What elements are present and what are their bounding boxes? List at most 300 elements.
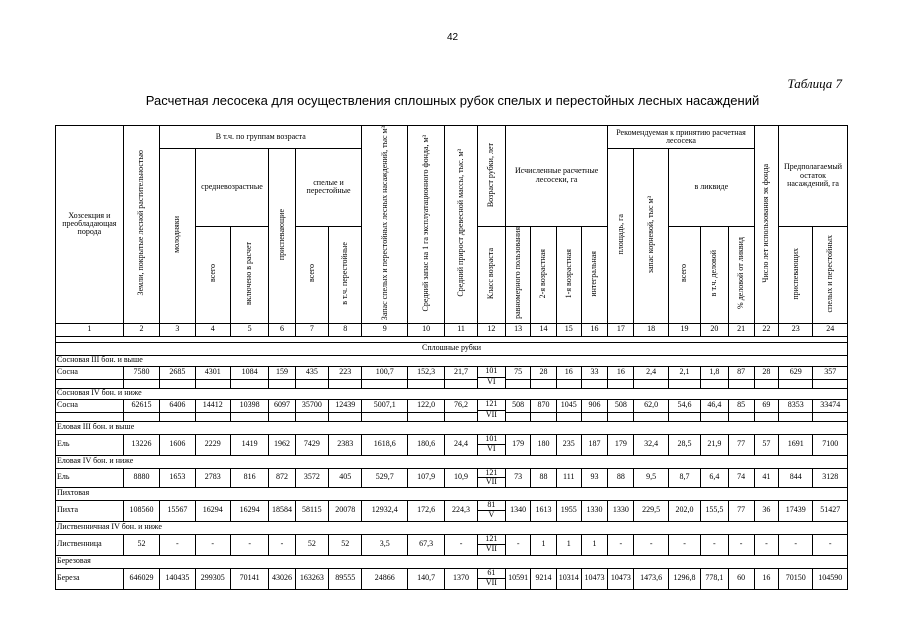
age-class-value: VII — [485, 578, 497, 588]
value-cell: 2685 — [160, 366, 195, 379]
value-cell: 906 — [581, 399, 607, 412]
value-cell: 180,6 — [407, 434, 444, 455]
empty-cell — [531, 412, 556, 421]
value-cell: 1370 — [445, 568, 477, 589]
age-class-cell — [477, 366, 505, 388]
value-cell: 1330 — [608, 500, 634, 521]
value-cell: 778,1 — [701, 568, 728, 589]
value-cell: 2783 — [195, 468, 230, 487]
value-cell: 62,0 — [634, 399, 668, 412]
group-header: Березовая — [56, 555, 848, 568]
value-cell: 172,6 — [407, 500, 444, 521]
column-number-row — [56, 323, 848, 336]
value-cell: 46,4 — [701, 399, 728, 412]
age-class-cell — [477, 399, 505, 421]
empty-cell — [362, 412, 408, 421]
value-cell: 100,7 — [362, 366, 408, 379]
column-number: 9 — [362, 323, 408, 336]
value-cell: 299305 — [195, 568, 230, 589]
value-cell: - — [160, 534, 195, 555]
header-age-class: Класс возраста — [477, 226, 505, 323]
value-cell: 223 — [329, 366, 362, 379]
value-cell: 43026 — [269, 568, 295, 589]
species-cell: Сосна — [56, 366, 124, 379]
empty-cell — [230, 379, 268, 388]
value-cell: 10473 — [608, 568, 634, 589]
header-integral: интегральная — [581, 226, 607, 323]
table-row — [56, 568, 848, 589]
value-cell: 872 — [269, 468, 295, 487]
empty-cell — [556, 412, 581, 421]
value-cell: 51427 — [813, 500, 848, 521]
header-rem-mature: спелых и перестойных — [813, 226, 848, 323]
value-cell: 10314 — [556, 568, 581, 589]
value-cell: 57 — [754, 434, 778, 455]
value-cell: 10591 — [506, 568, 531, 589]
group-header: Сосновая IV бон. и ниже — [56, 388, 848, 399]
empty-cell — [728, 379, 754, 388]
value-cell: 180 — [531, 434, 556, 455]
value-cell: 21,7 — [445, 366, 477, 379]
value-cell: 16294 — [230, 500, 268, 521]
empty-cell — [160, 379, 195, 388]
group-header: Пихтовая — [56, 487, 848, 500]
cut-age-value: 101 — [478, 367, 505, 378]
value-cell: 1691 — [779, 434, 813, 455]
value-cell: 15567 — [160, 500, 195, 521]
value-cell: 16 — [754, 568, 778, 589]
value-cell: 4301 — [195, 366, 230, 379]
header-area: площадь, га — [608, 149, 634, 324]
value-cell: 7580 — [123, 366, 159, 379]
empty-cell — [329, 379, 362, 388]
column-number: 24 — [813, 323, 848, 336]
column-number: 17 — [608, 323, 634, 336]
empty-cell — [581, 379, 607, 388]
column-number: 7 — [295, 323, 328, 336]
value-cell: - — [634, 534, 668, 555]
column-number: 20 — [701, 323, 728, 336]
value-cell: 33474 — [813, 399, 848, 412]
table-row — [56, 534, 848, 555]
value-cell: 36 — [754, 500, 778, 521]
value-cell: 75 — [506, 366, 531, 379]
header-uniform: равномерного пользования — [506, 226, 531, 323]
value-cell: 357 — [813, 366, 848, 379]
empty-cell — [813, 379, 848, 388]
value-cell: 7429 — [295, 434, 328, 455]
table-row — [56, 366, 848, 379]
column-number: 14 — [531, 323, 556, 336]
empty-cell — [123, 412, 159, 421]
header-age2: 2-я возрастная — [531, 226, 556, 323]
empty-cell — [779, 412, 813, 421]
value-cell: 60 — [728, 568, 754, 589]
value-cell: 224,3 — [445, 500, 477, 521]
value-cell: 870 — [531, 399, 556, 412]
header-middle: средневозрастные — [195, 149, 269, 227]
empty-cell — [608, 379, 634, 388]
value-cell: 229,5 — [634, 500, 668, 521]
table-row — [56, 434, 848, 455]
column-number: 22 — [754, 323, 778, 336]
page-number: 42 — [446, 32, 459, 43]
table-row — [56, 399, 848, 412]
column-number: 1 — [56, 323, 124, 336]
column-number: 10 — [407, 323, 444, 336]
header-by-age-groups: В т.ч. по группам возраста — [160, 126, 362, 149]
value-cell: 17439 — [779, 500, 813, 521]
value-cell: - — [195, 534, 230, 555]
value-cell: 74 — [728, 468, 754, 487]
value-cell: 77 — [728, 434, 754, 455]
group-header: Лиственничная IV бон. и ниже — [56, 521, 848, 534]
header-stock: Запас спелых и перестойных лесных насаждений, тыс м³ — [362, 126, 408, 324]
value-cell: 104590 — [813, 568, 848, 589]
empty-cell — [230, 412, 268, 421]
value-cell: 1606 — [160, 434, 195, 455]
value-cell: 1 — [581, 534, 607, 555]
value-cell: 9,5 — [634, 468, 668, 487]
value-cell: 8880 — [123, 468, 159, 487]
value-cell: 1296,8 — [668, 568, 700, 589]
value-cell: 28 — [531, 366, 556, 379]
value-cell: 108560 — [123, 500, 159, 521]
value-cell: 140435 — [160, 568, 195, 589]
header-lands: Земли, покрытые лесной растительностью — [123, 126, 159, 324]
value-cell: 187 — [581, 434, 607, 455]
table-row — [56, 500, 848, 521]
column-number: 6 — [269, 323, 295, 336]
value-cell: - — [445, 534, 477, 555]
value-cell: 85 — [728, 399, 754, 412]
value-cell: 3,5 — [362, 534, 408, 555]
value-cell: 10398 — [230, 399, 268, 412]
age-class-value: VII — [485, 477, 497, 487]
age-class-value: V — [488, 510, 495, 520]
value-cell: 69 — [754, 399, 778, 412]
column-number: 12 — [477, 323, 505, 336]
value-cell: 89555 — [329, 568, 362, 589]
column-number: 8 — [329, 323, 362, 336]
column-number: 19 — [668, 323, 700, 336]
value-cell: - — [754, 534, 778, 555]
value-cell: 111 — [556, 468, 581, 487]
group-header: Еловая III бон. и выше — [56, 421, 848, 434]
age-class-value: VII — [485, 544, 497, 554]
value-cell: - — [728, 534, 754, 555]
column-number: 5 — [230, 323, 268, 336]
header-liquid: в ликвиде — [668, 149, 754, 227]
empty-cell — [445, 412, 477, 421]
value-cell: - — [701, 534, 728, 555]
value-cell: 88 — [608, 468, 634, 487]
value-cell: 16 — [556, 366, 581, 379]
value-cell: - — [813, 534, 848, 555]
empty-cell — [813, 412, 848, 421]
value-cell: 10473 — [581, 568, 607, 589]
value-cell: 52 — [295, 534, 328, 555]
cut-age-value: 121 — [478, 469, 505, 479]
value-cell: 18584 — [269, 500, 295, 521]
value-cell: 3572 — [295, 468, 328, 487]
value-cell: 54,6 — [668, 399, 700, 412]
value-cell: 77 — [728, 500, 754, 521]
value-cell: 6406 — [160, 399, 195, 412]
empty-cell — [329, 412, 362, 421]
value-cell: 35700 — [295, 399, 328, 412]
value-cell: 21,9 — [701, 434, 728, 455]
value-cell: 1045 — [556, 399, 581, 412]
empty-cell — [701, 412, 728, 421]
section-band: Сплошные рубки — [56, 342, 848, 355]
value-cell: 155,5 — [701, 500, 728, 521]
header-remainder: Предполагаемый остаток насаждений, га — [779, 126, 848, 227]
empty-cell — [362, 379, 408, 388]
value-cell: 2,1 — [668, 366, 700, 379]
cut-age-value: 101 — [478, 435, 505, 446]
value-cell: 28,5 — [668, 434, 700, 455]
header-years: Число лет использования эк фонда — [754, 126, 778, 324]
value-cell: 152,3 — [407, 366, 444, 379]
value-cell: 1613 — [531, 500, 556, 521]
value-cell: 76,2 — [445, 399, 477, 412]
empty-cell — [556, 379, 581, 388]
value-cell: 12439 — [329, 399, 362, 412]
empty-cell — [56, 412, 124, 421]
value-cell: 844 — [779, 468, 813, 487]
age-class-cell — [477, 568, 505, 589]
empty-cell — [195, 379, 230, 388]
empty-cell — [754, 379, 778, 388]
header-rem-approaching: приспевающих — [779, 226, 813, 323]
age-class-cell — [477, 434, 505, 455]
header-cut-age: Возраст рубки, лет — [477, 126, 505, 227]
value-cell: 529,7 — [362, 468, 408, 487]
species-cell: Пихта — [56, 500, 124, 521]
value-cell: - — [269, 534, 295, 555]
header-calc-cuts: Исчисленные расчетные лесосеки, га — [506, 126, 608, 227]
header-mature-overmature: в т.ч. перестойные — [329, 226, 362, 323]
value-cell: 179 — [506, 434, 531, 455]
value-cell: 87 — [728, 366, 754, 379]
table-row — [56, 468, 848, 487]
empty-cell — [531, 379, 556, 388]
empty-cell — [754, 412, 778, 421]
cut-age-value: 121 — [478, 535, 505, 546]
value-cell: 16 — [608, 366, 634, 379]
empty-cell — [701, 379, 728, 388]
value-cell: 2383 — [329, 434, 362, 455]
value-cell: 629 — [779, 366, 813, 379]
age-class-cell — [477, 468, 505, 487]
empty-cell — [269, 379, 295, 388]
value-cell: 14412 — [195, 399, 230, 412]
value-cell: 52 — [123, 534, 159, 555]
empty-cell — [506, 379, 531, 388]
header-recommended: Рекомендуемая к принятию расчетная лесосека — [608, 126, 755, 149]
value-cell: - — [608, 534, 634, 555]
value-cell: 13226 — [123, 434, 159, 455]
column-number: 2 — [123, 323, 159, 336]
value-cell: 24866 — [362, 568, 408, 589]
empty-cell — [195, 412, 230, 421]
column-number: 3 — [160, 323, 195, 336]
value-cell: 435 — [295, 366, 328, 379]
column-number: 13 — [506, 323, 531, 336]
empty-cell — [160, 412, 195, 421]
empty-cell — [506, 412, 531, 421]
header-age1: 1-я возрастная — [556, 226, 581, 323]
value-cell: - — [668, 534, 700, 555]
empty-cell — [295, 412, 328, 421]
column-number: 23 — [779, 323, 813, 336]
value-cell: - — [779, 534, 813, 555]
column-number: 21 — [728, 323, 754, 336]
value-cell: 8353 — [779, 399, 813, 412]
age-class-cell — [477, 500, 505, 521]
column-number: 11 — [445, 323, 477, 336]
value-cell: 1955 — [556, 500, 581, 521]
value-cell: 12932,4 — [362, 500, 408, 521]
value-cell: 52 — [329, 534, 362, 555]
empty-cell — [608, 412, 634, 421]
value-cell: 122,0 — [407, 399, 444, 412]
age-class-value: VI — [487, 444, 496, 454]
header-hozsection: Хозсекция и преобладающая порода — [56, 126, 124, 324]
age-class-value: VII — [485, 409, 497, 419]
value-cell: 33 — [581, 366, 607, 379]
group-header: Сосновая III бон. и выше — [56, 355, 848, 366]
value-cell: 24,4 — [445, 434, 477, 455]
value-cell: 1653 — [160, 468, 195, 487]
value-cell: 9214 — [531, 568, 556, 589]
value-cell: 5007,1 — [362, 399, 408, 412]
age-class-cell — [477, 534, 505, 555]
header-liquid-total: всего — [668, 226, 700, 323]
header-root-stock: запас корневой, тыс м³ — [634, 149, 668, 324]
value-cell: 140,7 — [407, 568, 444, 589]
header-middle-included: включено в расчет — [230, 226, 268, 323]
value-cell: - — [506, 534, 531, 555]
value-cell: 3128 — [813, 468, 848, 487]
value-cell: 235 — [556, 434, 581, 455]
value-cell: 73 — [506, 468, 531, 487]
empty-cell — [779, 379, 813, 388]
value-cell: 2,4 — [634, 366, 668, 379]
empty-cell — [56, 379, 124, 388]
header-young: молодняки — [160, 149, 195, 324]
value-cell: 88 — [531, 468, 556, 487]
cut-age-value: 61 — [478, 569, 505, 580]
empty-cell — [407, 379, 444, 388]
value-cell: 62615 — [123, 399, 159, 412]
column-number: 15 — [556, 323, 581, 336]
table-title: Расчетная лесосека для осуществления сплошных рубок спелых и перестойных лесных насаждений — [145, 93, 760, 108]
value-cell: 405 — [329, 468, 362, 487]
species-cell: Ель — [56, 468, 124, 487]
value-cell: 1618,6 — [362, 434, 408, 455]
cut-age-value: 81 — [478, 501, 505, 512]
value-cell: 8,7 — [668, 468, 700, 487]
header-business: в т.ч. деловой — [701, 226, 728, 323]
column-number: 16 — [581, 323, 607, 336]
header-middle-total: всего — [195, 226, 230, 323]
value-cell: 93 — [581, 468, 607, 487]
value-cell: 1340 — [506, 500, 531, 521]
empty-cell — [634, 412, 668, 421]
value-cell: 10,9 — [445, 468, 477, 487]
value-cell: 1473,6 — [634, 568, 668, 589]
empty-cell — [269, 412, 295, 421]
species-cell: Ель — [56, 434, 124, 455]
value-cell: 646029 — [123, 568, 159, 589]
value-cell: 179 — [608, 434, 634, 455]
value-cell: 1 — [556, 534, 581, 555]
value-cell: 70141 — [230, 568, 268, 589]
value-cell: 1 — [531, 534, 556, 555]
value-cell: 70150 — [779, 568, 813, 589]
value-cell: 1330 — [581, 500, 607, 521]
cutting-area-table — [55, 125, 848, 590]
value-cell: 163263 — [295, 568, 328, 589]
column-number: 18 — [634, 323, 668, 336]
value-cell: 1,8 — [701, 366, 728, 379]
empty-cell — [407, 412, 444, 421]
value-cell: 32,4 — [634, 434, 668, 455]
value-cell: 67,3 — [407, 534, 444, 555]
table-label: Таблица 7 — [787, 76, 842, 91]
value-cell: 28 — [754, 366, 778, 379]
value-cell: 2229 — [195, 434, 230, 455]
species-cell: Лиственница — [56, 534, 124, 555]
value-cell: 16294 — [195, 500, 230, 521]
empty-cell — [668, 379, 700, 388]
empty-cell — [445, 379, 477, 388]
header-avg-growth: Средний прирост древесной массы, тыс. м³ — [445, 126, 477, 324]
value-cell: 508 — [608, 399, 634, 412]
empty-cell — [728, 412, 754, 421]
value-cell: 41 — [754, 468, 778, 487]
header-avg-stock: Средний запас на 1 га эксплуатационного фонда, м³ — [407, 126, 444, 324]
value-cell: 159 — [269, 366, 295, 379]
value-cell: 816 — [230, 468, 268, 487]
value-cell: 1962 — [269, 434, 295, 455]
value-cell: 6097 — [269, 399, 295, 412]
column-number: 4 — [195, 323, 230, 336]
value-cell: 508 — [506, 399, 531, 412]
empty-cell — [123, 379, 159, 388]
value-cell: 6,4 — [701, 468, 728, 487]
value-cell: 107,9 — [407, 468, 444, 487]
species-cell: Сосна — [56, 399, 124, 412]
value-cell: 20078 — [329, 500, 362, 521]
value-cell: 1419 — [230, 434, 268, 455]
empty-cell — [634, 379, 668, 388]
value-cell: - — [230, 534, 268, 555]
value-cell: 1084 — [230, 366, 268, 379]
header-mature-total: всего — [295, 226, 328, 323]
empty-cell — [581, 412, 607, 421]
species-cell: Береза — [56, 568, 124, 589]
cut-age-value: 121 — [478, 400, 505, 411]
value-cell: 202,0 — [668, 500, 700, 521]
header-approaching: приспевающие — [269, 149, 295, 324]
empty-cell — [668, 412, 700, 421]
age-class-value: VI — [487, 376, 496, 386]
value-cell: 7100 — [813, 434, 848, 455]
value-cell: 58115 — [295, 500, 328, 521]
